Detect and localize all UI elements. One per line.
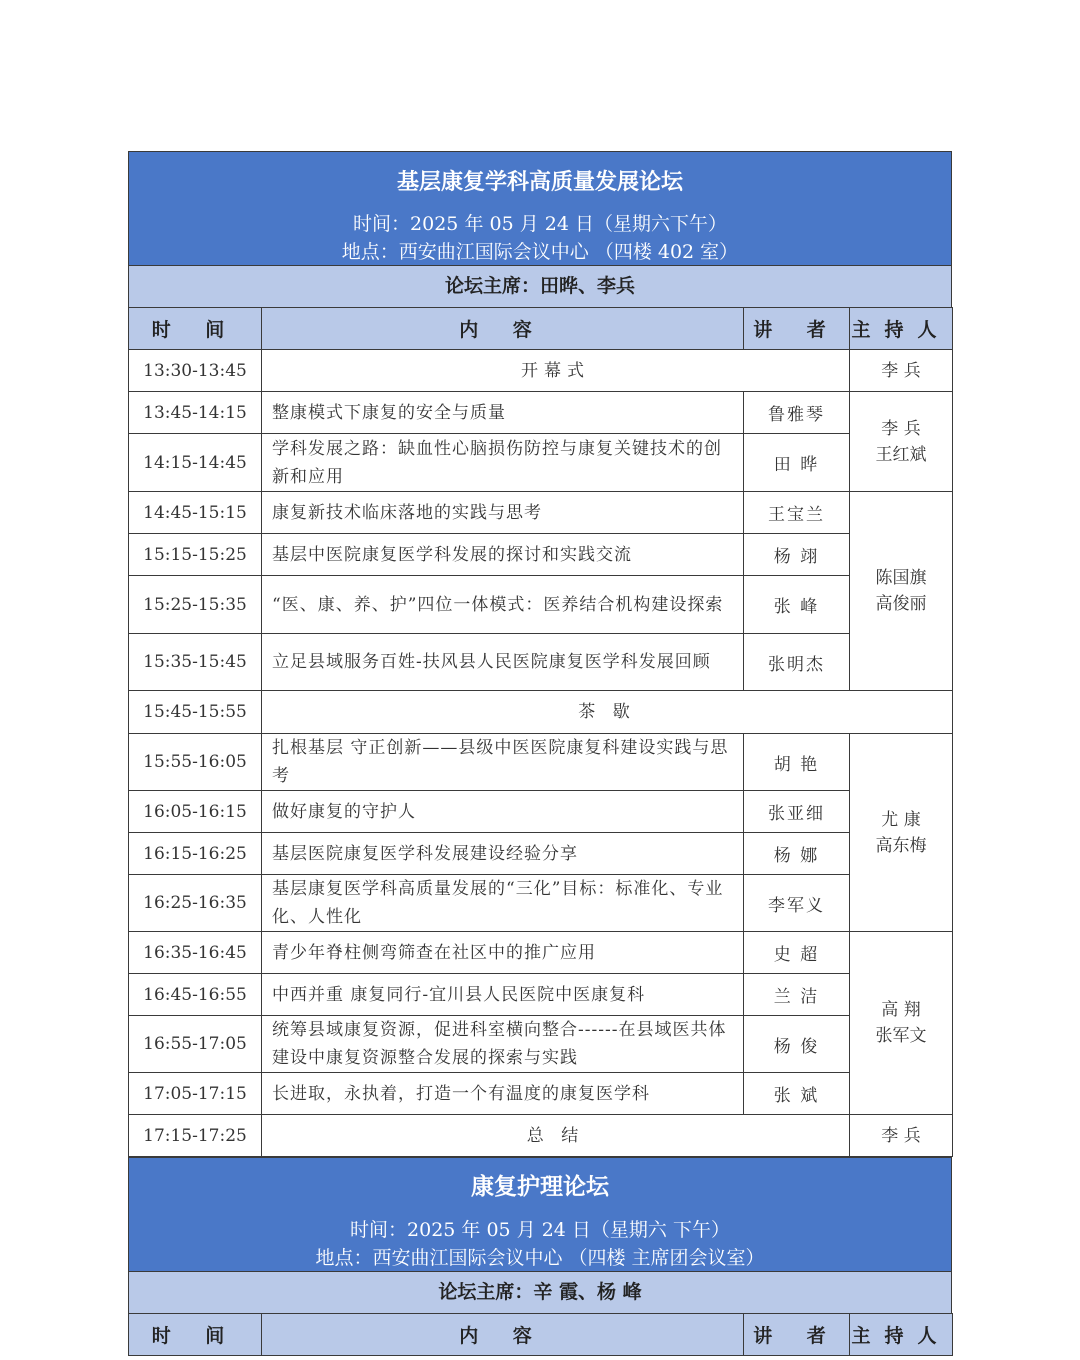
- table-row: [129, 1115, 953, 1157]
- row-speaker: 王宝兰: [744, 492, 850, 534]
- row-topic: 总 结: [262, 1115, 850, 1157]
- forum2-table: [128, 1313, 953, 1356]
- header-content: 内 容: [262, 1314, 744, 1356]
- table-row: [129, 734, 953, 791]
- row-speaker: 李军义: [744, 875, 850, 932]
- row-time: 13:30-13:45: [129, 350, 262, 392]
- header-host: 主持人: [850, 1314, 953, 1356]
- forum1-title: 基层康复学科高质量发展论坛: [396, 170, 683, 195]
- row-speaker: 杨 娜: [744, 833, 850, 875]
- row-time: 16:35-16:45: [129, 932, 262, 974]
- row-topic: 基层康复医学科高质量发展的“三化”目标：标准化、专业化、人性化: [262, 875, 744, 932]
- row-speaker: 张明杰: [744, 634, 850, 691]
- row-speaker: 鲁雅琴: [744, 392, 850, 434]
- table-row: [129, 434, 953, 492]
- table-row: [129, 392, 953, 434]
- row-time: 16:15-16:25: [129, 833, 262, 875]
- row-topic: 统筹县域康复资源，促进科室横向整合------在县域医共体建设中康复资源整合发展的探索与实践: [262, 1016, 744, 1073]
- header-host: 主持人: [850, 308, 953, 350]
- host-name: 陈国旗: [875, 568, 927, 588]
- row-time: 15:45-15:55: [129, 691, 262, 734]
- table-row: [129, 974, 953, 1016]
- table-row: [129, 833, 953, 875]
- table-row: [129, 1073, 953, 1115]
- row-speaker: 史 超: [744, 932, 850, 974]
- row-speaker: 杨 俊: [744, 1016, 850, 1073]
- forum2-venue: 地点：西安曲江国际会议中心 （四楼 主席团会议室）: [315, 1247, 765, 1269]
- host-name: 张军文: [875, 1026, 927, 1046]
- row-topic: 长进取，永执着，打造一个有温度的康复医学科: [262, 1073, 744, 1115]
- schedule-sheet: [128, 151, 952, 1356]
- row-speaker: 田 晔: [744, 434, 850, 492]
- header-time: 时 间: [129, 1314, 262, 1356]
- table-row: [129, 634, 953, 691]
- host-group: [850, 392, 953, 492]
- row-time: 15:15-15:25: [129, 534, 262, 576]
- host-name: 尤 康: [881, 809, 921, 830]
- forum2-banner: [128, 1157, 952, 1271]
- row-speaker: 胡 艳: [744, 734, 850, 791]
- row-topic: 基层中医院康复医学科发展的探讨和实践交流: [262, 534, 744, 576]
- row-time: 14:15-14:45: [129, 434, 262, 492]
- row-speaker: 兰 洁: [744, 974, 850, 1016]
- forum1-banner: [128, 151, 952, 265]
- table-row: [129, 492, 953, 534]
- header-content: 内 容: [262, 308, 744, 350]
- row-topic: 开幕式: [262, 350, 850, 392]
- row-time: 13:45-14:15: [129, 392, 262, 434]
- host-name: 高东梅: [875, 835, 927, 856]
- row-topic: 康复新技术临床落地的实践与思考: [262, 492, 744, 534]
- row-time: 16:05-16:15: [129, 791, 262, 833]
- forum2-chair: 论坛主席：辛 霞、杨 峰: [128, 1271, 952, 1313]
- row-speaker: 杨 翊: [744, 534, 850, 576]
- row-time: 15:35-15:45: [129, 634, 262, 691]
- row-time: 15:55-16:05: [129, 734, 262, 791]
- row-topic: 整康模式下康复的安全与质量: [262, 392, 744, 434]
- row-topic: “医、康、养、护”四位一体模式：医养结合机构建设探索: [262, 576, 744, 634]
- row-time: 16:45-16:55: [129, 974, 262, 1016]
- row-topic: 做好康复的守护人: [262, 791, 744, 833]
- header-speaker: 讲 者: [744, 308, 850, 350]
- table-row: [129, 875, 953, 932]
- row-topic: 中西并重 康复同行-宜川县人民医院中医康复科: [262, 974, 744, 1016]
- row-speaker: 张 峰: [744, 576, 850, 634]
- row-topic: 学科发展之路：缺血性心脑损伤防控与康复关键技术的创新和应用: [262, 434, 744, 492]
- row-host: 李 兵: [850, 1115, 953, 1157]
- forum2-title: 康复护理论坛: [471, 1174, 609, 1200]
- forum1-time: 时间：2025 年 05 月 24 日（星期六下午）: [353, 213, 727, 235]
- table-row: [129, 350, 953, 392]
- row-time: 15:25-15:35: [129, 576, 262, 634]
- row-topic: 茶 歇: [262, 691, 953, 734]
- table-row: [129, 691, 953, 734]
- header-speaker: 讲 者: [744, 1314, 850, 1356]
- table-row: [129, 1016, 953, 1073]
- forum1-chair: 论坛主席：田晔、李兵: [128, 265, 952, 307]
- table-row: [129, 534, 953, 576]
- forum1-table: [128, 307, 953, 1157]
- row-time: 16:55-17:05: [129, 1016, 262, 1073]
- row-speaker: 张 斌: [744, 1073, 850, 1115]
- row-host: 李 兵: [850, 350, 953, 392]
- host-group: [850, 932, 953, 1115]
- row-time: 16:25-16:35: [129, 875, 262, 932]
- table-header-row: [129, 1314, 953, 1356]
- table-row: [129, 576, 953, 634]
- row-topic: 立足县域服务百姓-扶风县人民医院康复医学科发展回顾: [262, 634, 744, 691]
- row-topic: 青少年脊柱侧弯筛查在社区中的推广应用: [262, 932, 744, 974]
- host-group: [850, 734, 953, 932]
- forum1-venue: 地点：西安曲江国际会议中心 （四楼 402 室）: [341, 241, 739, 263]
- row-topic: 扎根基层 守正创新——县级中医医院康复科建设实践与思考: [262, 734, 744, 791]
- table-row: [129, 932, 953, 974]
- row-time: 17:05-17:15: [129, 1073, 262, 1115]
- row-speaker: 张亚细: [744, 791, 850, 833]
- forum2-time: 时间：2025 年 05 月 24 日（星期六 下午）: [350, 1219, 730, 1241]
- row-time: 14:45-15:15: [129, 492, 262, 534]
- table-row: [129, 791, 953, 833]
- table-header-row: [129, 308, 953, 350]
- host-group: [850, 492, 953, 691]
- row-time: 17:15-17:25: [129, 1115, 262, 1157]
- row-topic: 基层医院康复医学科发展建设经验分享: [262, 833, 744, 875]
- header-time: 时 间: [129, 308, 262, 350]
- host-name: 李 兵: [881, 418, 921, 439]
- host-name: 高 翔: [881, 1000, 921, 1020]
- host-name: 高俊丽: [875, 594, 927, 614]
- host-name: 王红斌: [875, 444, 927, 465]
